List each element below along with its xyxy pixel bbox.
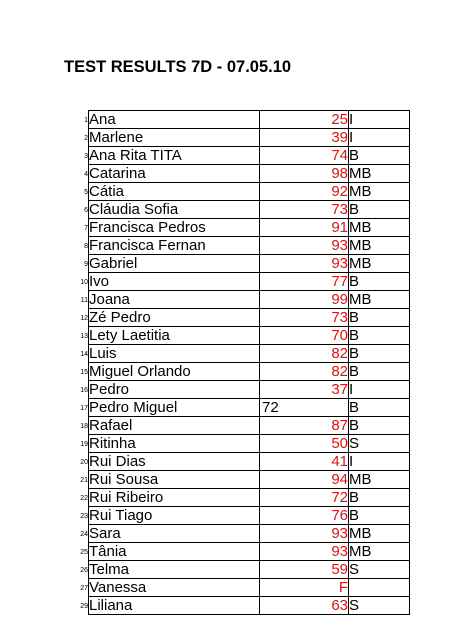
score-cell: 93: [260, 237, 349, 255]
student-name-cell: Pedro: [89, 381, 260, 399]
score-cell: 87: [260, 417, 349, 435]
grade-cell: B: [349, 363, 410, 381]
grade-cell: MB: [349, 291, 410, 309]
grade-cell: MB: [349, 525, 410, 543]
table-row: [72, 219, 410, 237]
grade-cell: I: [349, 129, 410, 147]
grade-cell: B: [349, 489, 410, 507]
table-row: [72, 165, 410, 183]
student-name-cell: Telma: [89, 561, 260, 579]
grade-cell: B: [349, 345, 410, 363]
table-row: [72, 417, 410, 435]
table-row: [72, 525, 410, 543]
table-row: [72, 489, 410, 507]
grade-cell: I: [349, 381, 410, 399]
row-number: 25: [80, 548, 88, 556]
row-number: 4: [84, 170, 88, 178]
row-number: 16: [80, 386, 88, 394]
student-name-cell: Ritinha: [89, 435, 260, 453]
student-name-cell: Joana: [89, 291, 260, 309]
table-row: [72, 435, 410, 453]
table-row: [72, 201, 410, 219]
student-name-cell: Cátia: [89, 183, 260, 201]
student-name-cell: Gabriel: [89, 255, 260, 273]
student-name-cell: Cláudia Sofia: [89, 201, 260, 219]
row-number: 20: [80, 458, 88, 466]
table-row: [72, 381, 410, 399]
table-row: [72, 399, 410, 417]
results-table-body: [72, 111, 410, 615]
table-row: [72, 273, 410, 291]
score-cell: 72: [260, 399, 349, 417]
grade-cell: B: [349, 417, 410, 435]
score-cell: 72: [260, 489, 349, 507]
score-cell: 77: [260, 273, 349, 291]
table-row: [72, 291, 410, 309]
row-number: 26: [80, 566, 88, 574]
score-cell: 93: [260, 255, 349, 273]
score-cell: 98: [260, 165, 349, 183]
student-name-cell: Ana Rita TITA: [89, 147, 260, 165]
grade-cell: B: [349, 399, 410, 417]
grade-cell: MB: [349, 255, 410, 273]
student-name-cell: Rafael: [89, 417, 260, 435]
score-cell: 99: [260, 291, 349, 309]
table-row: [72, 129, 410, 147]
row-number: 19: [80, 440, 88, 448]
table-row: [72, 309, 410, 327]
grade-cell: MB: [349, 237, 410, 255]
score-cell: 92: [260, 183, 349, 201]
grade-cell: [349, 579, 410, 597]
row-number: 5: [84, 188, 88, 196]
row-number: 11: [80, 296, 88, 304]
score-cell: 93: [260, 525, 349, 543]
table-row: [72, 363, 410, 381]
table-row: [72, 471, 410, 489]
score-cell: 82: [260, 363, 349, 381]
score-cell: 91: [260, 219, 349, 237]
grade-cell: B: [349, 147, 410, 165]
row-number: 23: [80, 512, 88, 520]
grade-cell: S: [349, 435, 410, 453]
student-name-cell: Ana: [89, 111, 260, 129]
student-name-cell: Rui Sousa: [89, 471, 260, 489]
grade-cell: MB: [349, 471, 410, 489]
page-title: TEST RESULTS 7D - 07.05.10: [64, 58, 292, 76]
table-row: [72, 255, 410, 273]
table-row: [72, 183, 410, 201]
student-name-cell: Vanessa: [89, 579, 260, 597]
grade-cell: B: [349, 201, 410, 219]
row-number: 22: [80, 494, 88, 502]
row-number: 10: [80, 278, 88, 286]
student-name-cell: Catarina: [89, 165, 260, 183]
grade-cell: B: [349, 273, 410, 291]
score-cell: 73: [260, 309, 349, 327]
grade-cell: MB: [349, 165, 410, 183]
student-name-cell: Rui Tiago: [89, 507, 260, 525]
row-number: 7: [84, 224, 88, 232]
student-name-cell: Luis: [89, 345, 260, 363]
student-name-cell: Marlene: [89, 129, 260, 147]
grade-cell: MB: [349, 219, 410, 237]
grade-cell: I: [349, 111, 410, 129]
row-number: 15: [80, 368, 88, 376]
row-number: 17: [80, 404, 88, 412]
table-row: [72, 453, 410, 471]
row-number: 18: [80, 422, 88, 430]
score-cell: 93: [260, 543, 349, 561]
grade-cell: S: [349, 561, 410, 579]
table-row: [72, 111, 410, 129]
student-name-cell: Zé Pedro: [89, 309, 260, 327]
row-number: 14: [80, 350, 88, 358]
table-row: [72, 507, 410, 525]
row-number: 12: [80, 314, 88, 322]
table-row: [72, 147, 410, 165]
row-number: 2: [84, 134, 88, 142]
score-cell: 39: [260, 129, 349, 147]
score-cell: 76: [260, 507, 349, 525]
score-cell: F: [260, 579, 349, 597]
score-cell: 50: [260, 435, 349, 453]
score-cell: 94: [260, 471, 349, 489]
score-cell: 74: [260, 147, 349, 165]
row-number: 6: [84, 206, 88, 214]
student-name-cell: Francisca Fernan: [89, 237, 260, 255]
score-cell: 63: [260, 597, 349, 615]
row-number: 1: [84, 116, 88, 124]
student-name-cell: Tânia: [89, 543, 260, 561]
score-cell: 25: [260, 111, 349, 129]
row-number: 3: [84, 152, 88, 160]
grade-cell: MB: [349, 543, 410, 561]
score-cell: 73: [260, 201, 349, 219]
student-name-cell: Rui Ribeiro: [89, 489, 260, 507]
score-cell: 41: [260, 453, 349, 471]
grade-cell: I: [349, 453, 410, 471]
grade-cell: S: [349, 597, 410, 615]
row-number: 24: [80, 530, 88, 538]
score-cell: 82: [260, 345, 349, 363]
student-name-cell: Pedro Miguel: [89, 399, 260, 417]
student-name-cell: Francisca Pedros: [89, 219, 260, 237]
student-name-cell: Lety Laetitia: [89, 327, 260, 345]
score-cell: 70: [260, 327, 349, 345]
table-row: [72, 327, 410, 345]
score-cell: 37: [260, 381, 349, 399]
row-number: 29: [80, 602, 88, 610]
table-row: [72, 561, 410, 579]
student-name-cell: Sara: [89, 525, 260, 543]
student-name-cell: Liliana: [89, 597, 260, 615]
row-number: 8: [84, 242, 88, 250]
score-cell: 59: [260, 561, 349, 579]
student-name-cell: Miguel Orlando: [89, 363, 260, 381]
row-number: 9: [84, 260, 88, 268]
row-number: 21: [80, 476, 88, 484]
results-table: [72, 110, 410, 615]
table-row: [72, 543, 410, 561]
table-row: [72, 597, 410, 615]
grade-cell: B: [349, 507, 410, 525]
table-row: [72, 579, 410, 597]
row-number: 27: [80, 584, 88, 592]
grade-cell: B: [349, 309, 410, 327]
table-row: [72, 345, 410, 363]
grade-cell: B: [349, 327, 410, 345]
grade-cell: MB: [349, 183, 410, 201]
student-name-cell: Rui Dias: [89, 453, 260, 471]
student-name-cell: Ivo: [89, 273, 260, 291]
table-row: [72, 237, 410, 255]
row-number: 13: [80, 332, 88, 340]
